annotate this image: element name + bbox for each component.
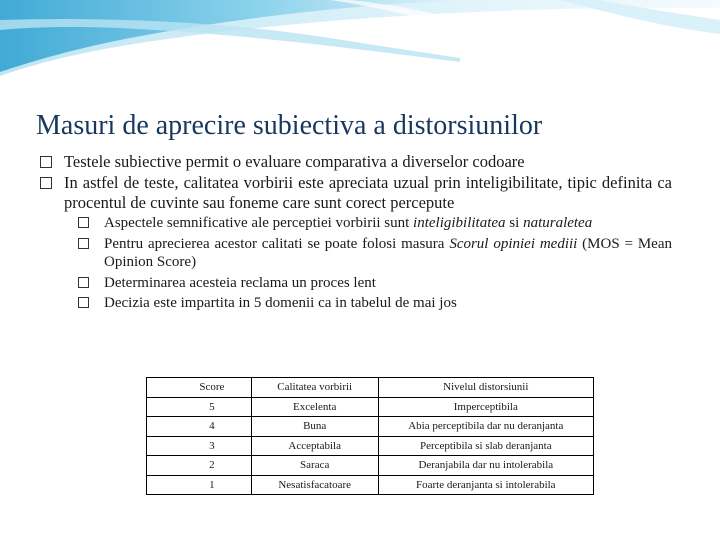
sub-bullet-item — [78, 214, 672, 233]
decorative-wave-banner — [0, 0, 720, 100]
emphasis-text: inteligibilitatea — [413, 215, 506, 231]
sub-bullet-text: Aspectele semnificative ale perceptiei vorbirii sunt — [104, 215, 414, 231]
emphasis-text: Scorul opiniei mediii — [449, 235, 578, 252]
square-bullet-icon — [78, 297, 89, 308]
slide-title: Masuri de aprecire subiectiva a distorsiunilor — [36, 110, 543, 141]
table-header-row — [147, 378, 594, 398]
mos-score-table — [146, 377, 594, 495]
sub-bullet-item — [78, 294, 672, 313]
table-cell: 2 — [147, 456, 252, 476]
table-row — [147, 475, 594, 495]
table-row — [147, 456, 594, 476]
table-cell: 1 — [147, 475, 252, 495]
square-bullet-icon — [40, 177, 52, 189]
table-cell: 4 — [147, 417, 252, 437]
table-cell: Nesatisfacatoare — [251, 475, 378, 495]
bullet-item — [40, 152, 672, 172]
table-header-cell: Calitatea vorbirii — [251, 378, 378, 398]
sub-bullet-text: Decizia este impartita in 5 domenii ca in tabelul de mai jos — [104, 295, 457, 311]
sub-bullet-item — [78, 274, 672, 293]
table-row — [147, 397, 594, 417]
table-cell: Excelenta — [251, 397, 378, 417]
sub-bullet-text: Pentru aprecierea acestor calitati se poate folosi masura — [104, 235, 450, 252]
sub-bullet-text: Determinarea acesteia reclama un proces lent — [104, 274, 376, 291]
square-bullet-icon — [78, 217, 89, 228]
table-cell: Buna — [251, 417, 378, 437]
table-cell: 5 — [147, 397, 252, 417]
table-cell: 3 — [147, 436, 252, 456]
bullet-text: Testele subiective permit o evaluare comparativa a diverselor codoare — [64, 152, 525, 171]
sub-bullet-text: (MOS = Mean Opinion Score) — [104, 235, 672, 270]
table-cell: Saraca — [251, 456, 378, 476]
emphasis-text: naturaletea — [523, 215, 593, 231]
sub-bullet-text: si — [505, 215, 524, 231]
table-row — [147, 436, 594, 456]
table-cell: Foarte deranjanta si intolerabila — [378, 475, 593, 495]
table-cell: Abia perceptibila dar nu deranjanta — [378, 417, 593, 437]
table-cell: Deranjabila dar nu intolerabila — [378, 456, 593, 476]
table-cell: Acceptabila — [251, 436, 378, 456]
table-row — [147, 417, 594, 437]
square-bullet-icon — [78, 277, 89, 288]
table-cell: Perceptibila si slab deranjanta — [378, 436, 593, 456]
sub-bullet-item — [78, 235, 672, 272]
bullet-text: In astfel de teste, calitatea vorbirii este apreciata uzual prin inteligibilitate, tipic definita ca procentul de cuvinte sau foneme care sunt corect percepute — [64, 173, 672, 212]
table-header-cell: Nivelul distorsiunii — [378, 378, 593, 398]
bullet-list — [40, 152, 672, 315]
table-cell: Imperceptibila — [378, 397, 593, 417]
square-bullet-icon — [40, 156, 52, 168]
table-header-cell: Score — [147, 378, 252, 398]
bullet-item — [40, 173, 672, 213]
square-bullet-icon — [78, 238, 89, 249]
